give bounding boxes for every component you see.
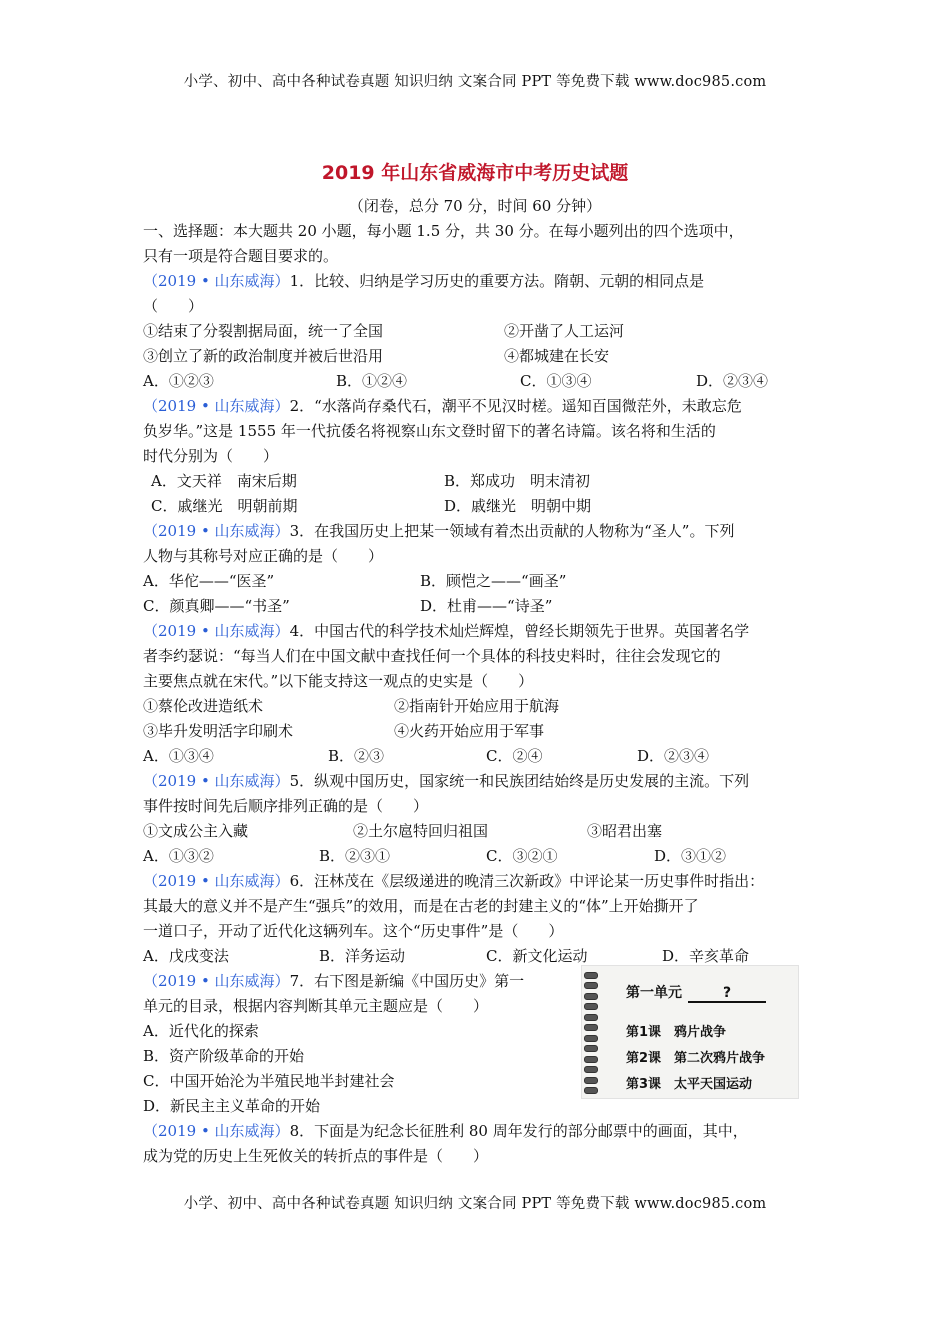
lesson-title: 第3课 太平天国运动 <box>626 1077 753 1092</box>
statement-row <box>143 319 815 344</box>
option[interactable]: A．近代化的探索 <box>143 1022 259 1040</box>
page-title: 2019 年山东省威海市中考历史试题 <box>321 162 629 184</box>
option-row <box>143 494 815 519</box>
question-3-stem: 人物与其称号对应正确的是（ ） <box>143 547 384 565</box>
option[interactable]: A．①③④ <box>143 747 214 765</box>
statement: ②指南针开始应用于航海 <box>394 697 560 715</box>
question-source: （2019 • 山东威海） <box>143 622 290 640</box>
question-source: （2019 • 山东威海） <box>143 872 290 890</box>
lesson-title: 第2课 第二次鸦片战争 <box>626 1051 766 1066</box>
option[interactable]: C．③②① <box>486 847 558 865</box>
exam-info: （闭卷，总分 70 分，时间 60 分钟） <box>348 197 602 215</box>
question-source: （2019 • 山东威海） <box>143 772 290 790</box>
question-6-stem: （2019 • 山东威海）6．汪林茂在《层级递进的晚清三次新政》中评论某一历史事件时指出： <box>143 872 765 890</box>
question-6-stem: 一道口子，开动了近代化这辆列车。这个“历史事件”是（ ） <box>143 922 564 940</box>
question-4-stem: （2019 • 山东威海）4．中国古代的科学技术灿烂辉煌，曾经长期领先于世界。英国著名学 <box>143 622 750 640</box>
statement: ②开凿了人工运河 <box>504 322 625 340</box>
section-intro-line: 只有一项是符合题目要求的。 <box>143 247 339 265</box>
statement: ③昭君出塞 <box>587 822 663 840</box>
question-7-stem: （2019 • 山东威海）7．右下图是新编《中国历史》第一 <box>143 972 525 990</box>
question-8-stem: 成为党的历史上生死攸关的转折点的事件是（ ） <box>143 1147 489 1165</box>
question-4-stem: 者李约瑟说：“每当人们在中国文献中查找任何一个具体的科技史料时，往往会发现它的 <box>143 647 721 665</box>
textbook-contents-image <box>581 965 799 1099</box>
option-row <box>143 369 815 394</box>
option[interactable]: C．新文化运动 <box>486 947 588 965</box>
option[interactable]: C．颜真卿——“书圣” <box>143 597 290 615</box>
option[interactable]: A．文天祥 南宋后期 <box>151 472 297 490</box>
option[interactable]: D．新民主主义革命的开始 <box>143 1097 321 1115</box>
question-source: （2019 • 山东威海） <box>143 397 290 415</box>
notebook-spiral <box>584 972 598 1094</box>
option[interactable]: B．郑成功 明末清初 <box>444 472 591 490</box>
question-5-stem: （2019 • 山东威海）5．纵观中国历史，国家统一和民族团结始终是历史发展的主流。下列 <box>143 772 750 790</box>
statement: ④火药开始应用于军事 <box>394 722 545 740</box>
page-footer: 小学、初中、高中各种试卷真题 知识归纳 文案合同 PPT 等免费下载 www.doc985.com <box>183 1196 767 1212</box>
question-1-stem: （2019 • 山东威海）1．比较、归纳是学习历史的重要方法。隋朝、元朝的相同点是 <box>143 272 705 290</box>
question-1-stem: （ ） <box>143 297 204 315</box>
question-7-stem: 单元的目录，根据内容判断其单元主题应是（ ） <box>143 997 489 1015</box>
question-source: （2019 • 山东威海） <box>143 972 290 990</box>
option[interactable]: D．③①② <box>654 847 727 865</box>
option-row <box>143 744 815 769</box>
question-2-stem: 时代分别为（ ） <box>143 447 279 465</box>
section-intro-line: 一、选择题：本大题共 20 小题，每小题 1.5 分，共 30 分。在每小题列出的四个选项中， <box>143 222 744 240</box>
option-row <box>143 844 815 869</box>
option[interactable]: B．洋务运动 <box>319 947 406 965</box>
question-3-stem: （2019 • 山东威海）3．在我国历史上把某一领域有着杰出贡献的人物称为“圣人”。下列 <box>143 522 735 540</box>
option[interactable]: A．华佗——“医圣” <box>143 572 275 590</box>
option-row <box>143 469 815 494</box>
option[interactable]: C．②④ <box>486 747 543 765</box>
option-row <box>143 569 815 594</box>
option[interactable]: A．①③② <box>143 847 214 865</box>
question-6-stem: 其最大的意义并不是产生“强兵”的效用，而是在古老的封建主义的“体”上开始撕开了 <box>143 897 699 915</box>
lesson-title: 第1课 鸦片战争 <box>626 1025 727 1040</box>
question-5-stem: 事件按时间先后顺序排列正确的是（ ） <box>143 797 429 815</box>
statement: ③毕升发明活字印刷术 <box>143 722 294 740</box>
statement: ①文成公主入藏 <box>143 822 249 840</box>
option[interactable]: C．戚继光 明朝前期 <box>151 497 298 515</box>
question-2-stem: （2019 • 山东威海）2．“水落尚存桑代石，潮平不见汉时槎。遥知百国微茫外，未敢忘危 <box>143 397 742 415</box>
option[interactable]: B．资产阶级革命的开始 <box>143 1047 305 1065</box>
question-4-stem: 主要焦点就在宋代。”以下能支持这一观点的史实是（ ） <box>143 672 534 690</box>
option[interactable]: D．辛亥革命 <box>662 947 750 965</box>
option[interactable]: D．戚继光 明朝中期 <box>444 497 592 515</box>
page-header: 小学、初中、高中各种试卷真题 知识归纳 文案合同 PPT 等免费下载 www.doc985.com <box>183 74 767 90</box>
statement: ③创立了新的政治制度并被后世沿用 <box>143 347 384 365</box>
question-7 <box>143 969 815 1119</box>
statement: ①结束了分裂割据局面，统一了全国 <box>143 322 384 340</box>
option[interactable]: B．②③① <box>319 847 391 865</box>
statement-row <box>143 344 815 369</box>
question-source: （2019 • 山东威海） <box>143 272 290 290</box>
statement-row <box>143 694 815 719</box>
statement-row <box>143 719 815 744</box>
option[interactable]: B．②③ <box>328 747 385 765</box>
exam-content <box>143 219 815 1169</box>
option[interactable]: C．中国开始沦为半殖民地半封建社会 <box>143 1072 395 1090</box>
option[interactable]: A．①②③ <box>143 372 214 390</box>
question-source: （2019 • 山东威海） <box>143 1122 290 1140</box>
option[interactable]: C．①③④ <box>520 372 592 390</box>
statement: ①蔡伦改进造纸术 <box>143 697 264 715</box>
option[interactable]: D．②③④ <box>637 747 710 765</box>
unit-heading: 第一单元 ? <box>626 982 766 1003</box>
unit-blank: ? <box>688 985 766 1003</box>
option[interactable]: B．①②④ <box>336 372 408 390</box>
option[interactable]: D．杜甫——“诗圣” <box>420 597 553 615</box>
option[interactable]: A．戊戌变法 <box>143 947 229 965</box>
question-source: （2019 • 山东威海） <box>143 522 290 540</box>
option-row <box>143 594 815 619</box>
option[interactable]: D．②③④ <box>696 372 769 390</box>
statement: ②土尔扈特回归祖国 <box>353 822 489 840</box>
question-2-stem: 负岁华。”这是 1555 年一代抗倭名将视察山东文登时留下的著名诗篇。该名将和生活的 <box>143 422 716 440</box>
statement: ④都城建在长安 <box>504 347 610 365</box>
question-8-stem: （2019 • 山东威海）8．下面是为纪念长征胜利 80 周年发行的部分邮票中的画面，其中， <box>143 1122 748 1140</box>
statement-row <box>143 819 815 844</box>
option[interactable]: B．顾恺之——“画圣” <box>420 572 567 590</box>
